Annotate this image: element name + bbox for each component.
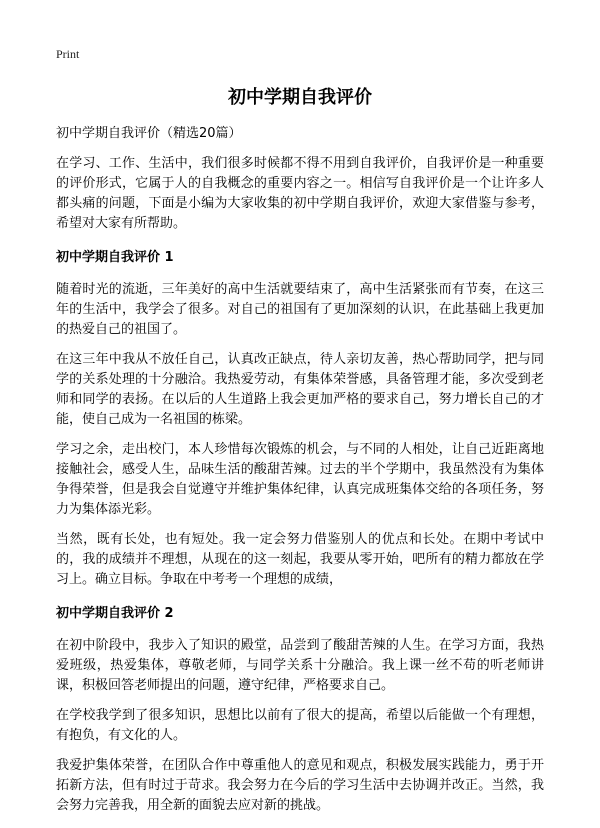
section-paragraph: 在这三年中我从不放任自己，认真改正缺点，待人亲切友善，热心帮助同学，把与同学的关系处理的十分融洽。我热爱劳动，有集体荣誉感，具备管理才能，多次受到老师和同学的表扬。在以后的人生道路上我会更加严格的要求自己，努力增长自己的才能，使自己成为一名祖国的栋梁。 (56, 352, 544, 427)
document-title: 初中学期自我评价 (228, 87, 372, 108)
section-paragraph: 学习之余，走出校门，本人珍惜每次锻炼的机会，与不同的人相处，让自己近距离地接触社会，感受人生，品味生活的酸甜苦辣。过去的半个学期中，我虽然没有为集体争得荣誉，但是我会自觉遵守并维护集体纪律，认真完成班集体交给的各项任务，努力为集体添光彩。 (56, 442, 544, 517)
section-paragraph: 在学校我学到了很多知识，思想比以前有了很大的提高，希望以后能做一个有理想，有抱负，有文化的人。 (56, 708, 544, 743)
section-paragraph: 当然，既有长处，也有短处。我一定会努力借鉴别人的优点和长处。在期中考试中的，我的成绩并不理想，从现在的这一刻起，我要从零开始，吧所有的精力都放在学习上。确立目标。争取在中考考一个理想的成绩， (56, 532, 544, 587)
section-paragraph: 随着时光的流逝，三年美好的高中生活就要结束了，高中生活紧张而有节奏，在这三年的生活中，我学会了很多。对自己的祖国有了更加深刻的认识，在此基础上我更加的热爱自己的祖国了。 (56, 282, 544, 337)
document-subtitle: 初中学期自我评价（精选20篇） (56, 126, 242, 141)
section-paragraph: 在初中阶段中，我步入了知识的殿堂，品尝到了酸甜苦辣的人生。在学习方面，我热爱班级，热爱集体，尊敬老师，与同学关系十分融洽。我上课一丝不苟的听老师讲课，积极回答老师提出的问题，遵守纪律，严格要求自己。 (56, 638, 544, 693)
section-2 (56, 604, 544, 816)
section-paragraph: 我爱护集体荣誉，在团队合作中尊重他人的意见和观点，积极发展实践能力，勇于开拓新方法，但有时过于苛求。我会努力在今后的学习生活中去协调并改正。当然，我会努力完善我，用全新的面貌去应对新的挑战。 (56, 758, 544, 813)
print-label[interactable]: Print (56, 47, 80, 61)
section-heading: 初中学期自我评价 1 (56, 250, 174, 265)
section-heading: 初中学期自我评价 2 (56, 606, 174, 621)
intro-paragraph: 在学习、工作、生活中，我们很多时候都不得不用到自我评价，自我评价是一种重要的评价形式，它属于人的自我概念的重要内容之一。相信写自我评价是一个让许多人都头痛的问题，下面是小编为大家收集的初中学期自我评价，欢迎大家借鉴与参考，希望对大家有所帮助。 (56, 156, 544, 231)
section-1 (56, 248, 544, 590)
